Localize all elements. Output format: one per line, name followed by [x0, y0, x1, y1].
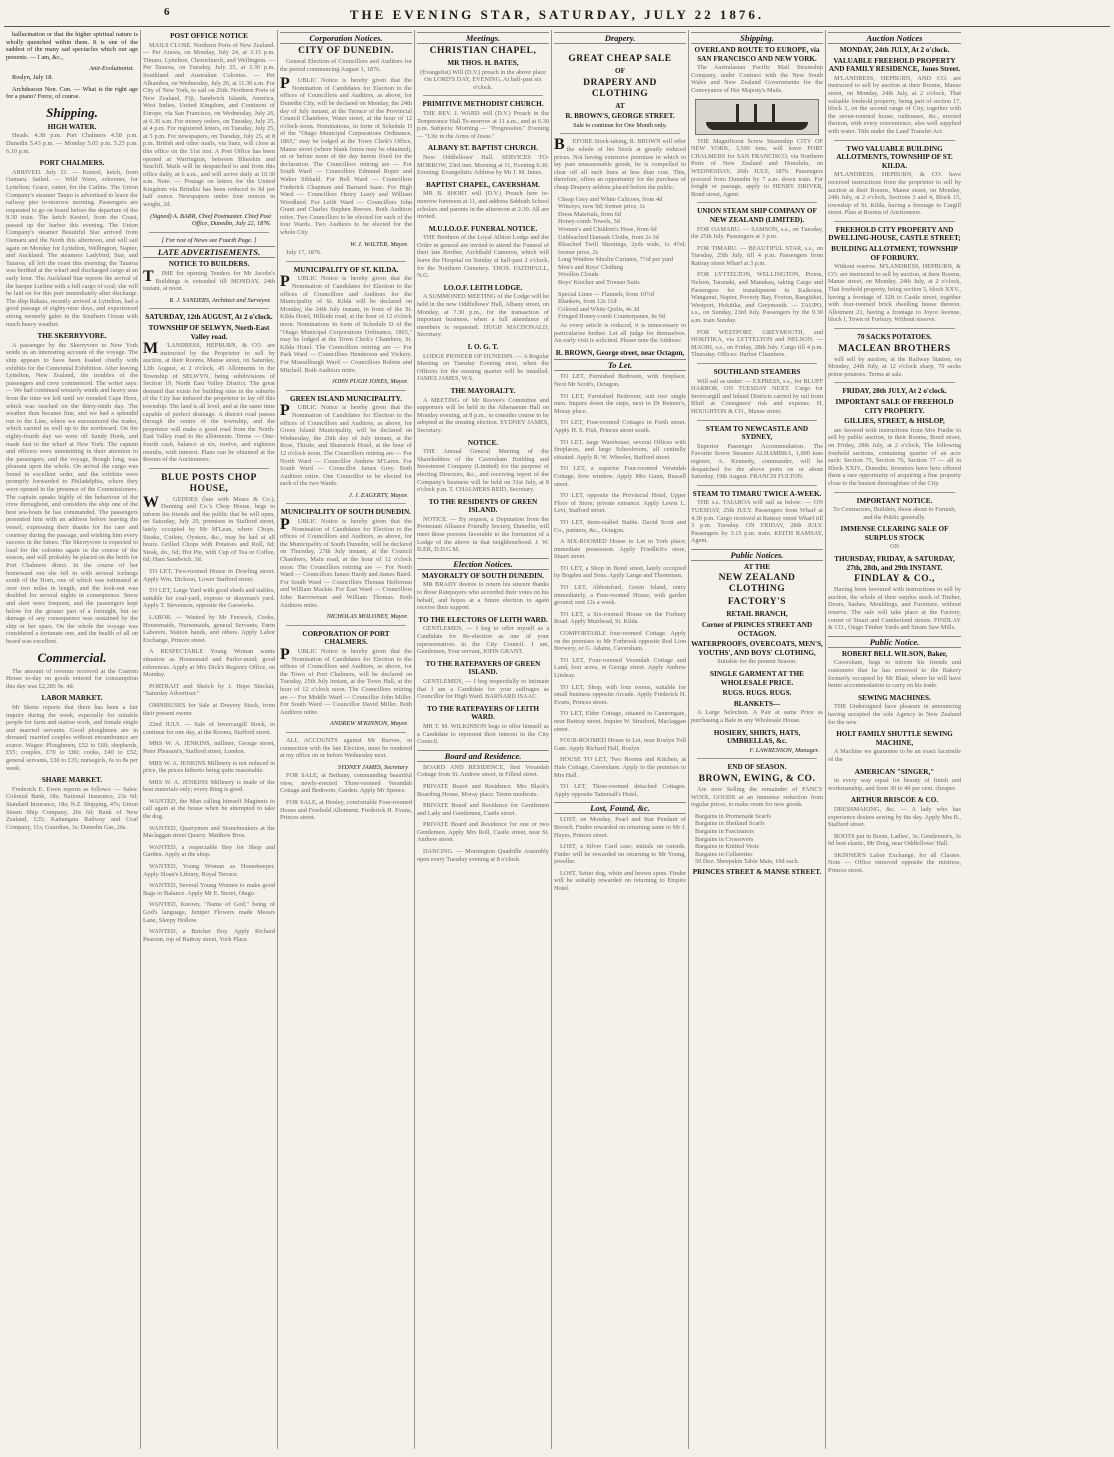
christian-chapel-heading: CHRISTIAN CHAPEL, — [429, 46, 537, 56]
election-header: Election Notices. — [417, 558, 549, 570]
freehold-heading: FREEHOLD CITY PROPERTY AND DWELLING-HOUSE, CASTLE STREET; — [828, 225, 961, 243]
potatoes-heading: 70 SACKS POTATOES. — [857, 333, 932, 341]
green-island-residents-heading: TO THE RESIDENTS OF GREEN ISLAND. — [428, 497, 538, 515]
union-heading: UNION STEAM SHIP COMPANY OF NEW ZEALAND (LIMITED). — [697, 207, 817, 224]
robert-bell-heading: ROBERT BELL WILSON, Baker, — [841, 649, 948, 658]
ratepayers-heading: TO THE RATEPAYERS OF GREEN ISLAND. — [425, 659, 541, 677]
kilda-heading: MUNICIPALITY OF ST. KILDA. — [293, 265, 399, 274]
builders-heading: NOTICE TO BUILDERS. — [168, 260, 250, 269]
port-signature: ANDREW M'KINNON, Mayor. — [330, 720, 408, 728]
overland-heading: OVERLAND ROUTE TO EUROPE, via SAN FRANCISCO AND NEW YORK. — [694, 46, 820, 63]
sale-at: AT — [615, 101, 625, 110]
high-water-heading: HIGH WATER. — [47, 122, 97, 131]
letter-place: Roslyn, July 18. — [12, 73, 53, 81]
south-mayoralty-heading: MAYORALTY OF SOUTH DUNEDIN. — [422, 571, 544, 580]
single-garment-heading: SINGLE GARMENT AT THE WHOLESALE PRICE. — [710, 670, 804, 687]
mayoralty-heading: THE MAYORALTY. — [450, 386, 516, 395]
to-let-header: To Let. — [554, 359, 686, 371]
public-notice-header: Public Notice. — [828, 636, 961, 648]
masthead — [4, 4, 1110, 27]
masthead-title: THE EVENING STAR, SATURDAY, JULY 22 1876. — [349, 7, 765, 22]
note-text: Archdeacon Non. Con. — What is the right age for a piano? Force, of course. — [6, 85, 138, 101]
holt-heading: HOLT FAMILY SHUTTLE SEWING MACHINE, — [836, 730, 953, 747]
kilda-allotments-heading: TWO VALUABLE BUILDING ALLOTMENTS, TOWNSHIP OF ST. KILDA. — [836, 144, 953, 170]
waterproofs-heading: WATERPROOFS, OVERCOATS, MEN'S, YOUTHS', AND BOYS' CLOTHING, — [691, 640, 823, 657]
page-number: 6 — [164, 6, 170, 18]
column-6: Shipping. OVERLAND ROUTE TO EUROPE, via SAN FRANCISCO AND NEW YORK. The Australasian Pacific Mail Steamship Company, under Contract with the New South Wales and New Zealand Governments for the Conveyance of Her Majesty's Mails. THE Magnificent Screw Steamship CITY OF NEW YORK, 3,500 tons, will leave PORT CHALMERS for SAN FRANCISCO, via Northern Ports of New Zealand and Honolulu, on WEDNESDAY, 26th JULY, 1876. Passengers proceed from Dunedin by 7 a.m. down train. For freight or passage, apply to HENRY DRIVER, Bond street, Agent. UNION STEAM SHIP COMPANY OF NEW ZEALAND (LIMITED). FOR OAMARU. — SAMSON, s.s., on Tuesday, the 25th July. Passengers at 3 p.m. FOR TIMARU. — BEAUTIFUL STAR, s.s., on Tuesday, 25th July, till 4 p.m. Passengers from Rattray street Wharf at 3 p.m. FOR LYTTELTON, WELLINGTON, Picton, Nelson, Taranaki, and Manukau, taking Cargo and Passengers for transhipment to Kaikoura, Wanganui, Napier, Poverty Bay, Foxton, Rangitikei, Westport, Hokitika, and Greymouth. — TAUPO, s.s., on Sunday, 23rd July. Passengers by the 9.30 a.m. train Sunday. FOR WESTPORT, GREYMOUTH, and HOKITIKA, via LYTTELTON and NELSON. — MAORI, s.s., on Friday, 28th July. Cargo till 4 p.m. Thursday. Offices: Harbor Chambers. SOUTHLAND STEAMERS Will sail as under: — EXPRESS, s.s., for BLUFF HARBOR, ON TUESDAY NEXT. Cargo for Invercargill and Inland Districts carried by rail from Bluff at Consignees' risk and expense. H. HOUGHTON & CO., Manse street. STEAM TO NEWCASTLE AND SYDNEY, Superior Passenger Accommodation. The Favorite Screw Steamer ALHAMBRA, 1,000 tons register, A. Kennedy, commander, will be despatched for the above ports on or about Saturday, 19th August. FRANCIS FULTON. STEAM TO TIMARU TWICE A-WEEK. THE s.s. TAIAROA will sail as below: — ON TUESDAY, 25th JULY. Passengers from Wharf at 4.30 p.m. Cargo received at Rattray street Wharf till 3 p.m. Tuesday. ON FRIDAY, 28th JULY. Passengers by 3.15 p.m. train. KEITH RAMSAY, Agent. Public Notices. AT THE NEW ZEALAND CLOTHING FACTORY'S RETAIL BRANCH, Corner of PRINCES STREET AND OCTAGON. WATERPROOFS, OVERCOATS, MEN'S, YOUTHS', AND BOYS' CLOTHING, Suitable for the present Season. SINGLE GARMENT AT THE WHOLESALE PRICE. RUGS. RUGS. RUGS. BLANKETS— A Large Selection. A Pair at same Price as purchasing a Bale in any Wholesale House. HOSIERY, SHIRTS, HATS, UMBRELLAS, &c. F. LAWRENSON, Manager. END OF SEASON. BROWN, EWING, & CO. Are now Selling the remainder of FANCY WOOL GOODS at an immense reduction from regular prices, to make room for new goods. Bargains in Promenade Scarfs Bargains in Shetland Scarfs Bargains in Fascinators Bargains in Crossovers Bargains in Knitted Vests Bargains in Collarettes 50 Doz. Sheepskin Table Mats, 10d each. PRINCES STREET & MANSE STREET. — [689, 30, 826, 1449]
auction-header: Auction Notices — [828, 32, 961, 44]
steamship-illustration — [695, 99, 819, 135]
important-sale-heading: IMPORTANT SALE OF FREEHOLD CITY PROPERTY. — [835, 397, 954, 415]
brown-signature: R. BROWN, George street, near Octagon, — [555, 348, 685, 357]
green-island-heading: GREEN ISLAND MUNICIPALITY. — [289, 394, 403, 403]
muiloop-heading: M.U.I.O.O.F. FUNERAL NOTICE. — [428, 224, 538, 233]
column-3: Corporation Notices. CITY OF DUNEDIN. General Election of Councillors and Auditors for the period commencing August 1, 1876. P UBLIC Notice is hereby given that the Nomination of Candidates for Election to the offices of Councillors and Auditors, as above, for Dunedin City, will be declared on Monday, the 24th day of July instant, at the Terrace of the Provincial Council Chambers, Water street, at the hour of 12 o'clock noon. Nominations, in form of Schedule D of the "Otago Municipal Corporations Ordinance, 1865," may be lodged at the Town Clerk's Office, Manse street (where blank forms may be obtained), on or before noon of the day herein fixed for the declaration. The Councillors retiring are — For South Ward — Councillors Edmund Roper and Walter Sibbald. For Bell Ward — Councillors Frederick Chapman and Barnard Isaac. For High Ward — Councillors Henry Leary and William Woodland. For Leith Ward — Councillors John Grant and Charles Stephen Reeves. Both Auditors retire. Two Councillors to be elected for each of the four Wards. Two Auditors to be elected for the whole City. W. J. WALTER, Mayor. July 17, 1876. MUNICIPALITY OF ST. KILDA. P UBLIC Notice is hereby given that the Nomination of Candidates for Election to the offices of Councillors and Auditors for the Municipality of St. Kilda will be declared on Monday, the 24th July instant, in front of the St. Kilda Hotel, Hillside road, at the hour of 12 o'clock noon. Nominations in form of Schedule D of the "Otago Municipal Corporations Ordinance, 1865," may be lodged at the Town Clerk's Chambers, St. Kilda Hotel. The Councillors retiring are — For Park Ward — Councillors Henderson and Vickery. For Musselburgh Ward — Councillors Robins and Mitchell. Both Auditors retire. JOHN PUGH JONES, Mayor. GREEN ISLAND MUNICIPALITY. P UBLIC Notice is hereby given that the Nomination of Candidates for Election to the offices of Councillors and Auditors, as above, for Green Island Municipality, will be declared on Wednesday, the 26th day of July instant, at the Rose, Thistle, and Shamrock Hotel, at the hour of 12 o'clock noon. The Councillors retiring are — For North Ward — Councillor Andrew M'Laren. For South Ward — Councillor James Grey. Both Auditors retire. One Councillor to be elected for each of the two Wards. J. J. EAGERTY, Mayor. MUNICIPALITY OF SOUTH DUNEDIN. P UBLIC Notice is hereby given that the Nomination of Candidates for Election to the offices of Councillors and Auditors, as above, for the Municipality of South Dunedin, will be declared on Thursday, 27th July instant, at the Council Chambers, Main road, at the hour of 12 o'clock noon. The Councillors retiring are — For North Ward — Councillors James Hardy and James Baird. For South Ward — Councillors Thomas Heffernan and William Mackie. For East Ward — Councillors John Barrowman and William Thomas. Both Auditors retire. NICHOLAS MOLONEY, Mayor. CORPORATION OF PORT CHALMERS. P UBLIC Notice is hereby given that the Nomination of Candidates for Election to the offices of Councillors and Auditors, as above, for the Town of Port Chalmers, will be declared on Tuesday, 25th July instant, at the Town Hall, at the hour of 12 o'clock noon. The Councillors retiring are — For Middle Ward — Councillor John Miller. For South Ward — Councillor David Miller. Both Auditors retire. ANDREW M'KINNON, Mayor. ALL ACCOUNTS against Mr Reeves, in connection with the late Election, must be rendered at my office on or before Wednesday next. SYDNEY JAMES, Secretary FOR SALE, at Bethany, commanding beautiful view, newly-erected Three-roomed Verandah Cottage and Bedroom, Garden. Apply Mr Spence. FOR SALE, at Henley, comfortable Four-roomed House and Freehold Allotment. Frederick H. Evans, Princes street. — [278, 30, 415, 1449]
meetings-header: Meetings. — [417, 32, 549, 44]
post-office-heading: POST OFFICE NOTICE — [170, 32, 248, 40]
ratepayers-leith-heading: TO THE RATEPAYERS OF LEITH WARD. — [427, 704, 539, 722]
corner-heading: Corner of PRINCES STREET AND OCTAGON. — [701, 621, 813, 638]
builders-signature: R. J. SANDERS, Architect and Surveyor. — [169, 296, 271, 304]
factorys-heading: FACTORY'S — [727, 597, 787, 608]
findlay-heading: FINDLAY & CO., — [854, 574, 935, 585]
iogt-heading: I. O. G. T. — [467, 343, 499, 351]
sale-or: OF — [615, 67, 625, 75]
shipping-header-2: Shipping. — [691, 32, 823, 44]
corporation-header: Corporation Notices. — [280, 32, 412, 44]
retail-heading: RETAIL BRANCH, — [726, 610, 788, 619]
notice-heading: NOTICE. — [467, 438, 499, 447]
newcastle-heading: STEAM TO NEWCASTLE AND SYDNEY, — [705, 424, 809, 442]
sewing-heading: SEWING MACHINES. — [858, 693, 931, 702]
monday-heading: MONDAY, 24th JULY, At 2 o'clock. — [839, 46, 950, 54]
brown-heading: R. BROWN'S, GEORGE STREET. — [565, 112, 675, 121]
dunedin-signature: W. J. WALTER, Mayor. — [350, 240, 408, 248]
skerryvore-heading: THE SKERRYVORE. — [37, 332, 107, 341]
hosiery-heading: HOSIERY, SHIRTS, HATS, UMBRELLAS, &c. — [713, 728, 801, 746]
column-2: POST OFFICE NOTICE MAILS CLOSE. Northern Ports of New Zealand. — Per Arawa, on Monday, July 24, at 3.15 p.m. Timaru, Lyttelton, Christchurch, and Wellington. — Per Taiaroa, on Tuesday, July 25, at 3.30 p.m. Southland and Australian Colonies. — Per Alhambra, on Wednesday, July 26, at 11.30 a.m. For City of New York, to sail on 26th: Northern Ports of New Zealand, Fiji, Sandwich Islands, America, West Indies, United Kingdom, and Continent of Europe, via San Francisco, on Wednesday, July 26, at 6.30 a.m. For money orders, on Tuesday, July 25, at 4 p.m. For registered letters, on Tuesday, July 25, at 5 p.m. For newspapers, on Tuesday, July 25, at 8 p.m. British and other mails, via Suez, will close at this office on the 31st inst. A Post Office has been opened at Warrington, between Blueskin and Seacliff. Mails will be despatched to and from this office daily, at 6 a.m., and will arrive daily at 10.30 a.m. Note. — Postage on letters for the United Kingdom via Brindisi has been reduced to 9d per half ounce. Newspapers under four ounces in weight, 2d. (Signed) A. BARR, Chief Postmaster. Chief Post Office, Dunedin, July 22, 1876. [ For rest of News see Fourth Page. ] LATE ADVERTISEMENTS. NOTICE TO BUILDERS. T IME for opening Tenders for Mr Jacobs's Buildings is extended till MONDAY, 24th instant, at noon. R. J. SANDERS, Architect and Surveyor. SATURDAY, 12th AUGUST, At 2 o'clock. TOWNSHIP OF SELWYN, North-East Valley road. M 'LANDRESS, HEPBURN, & CO. are instructed by the Proprietor to sell by auction, at their Rooms, Manse street, on Saturday, 12th August, at 2 o'clock, 45 Allotments in the Township of SELWYN, being subdivisions of Section 19, North East Valley District. The great demand that exists for building sites in the suburbs of the City has induced the proprietor to lay off this township. The land is all level, and at the same time capable of perfect drainage. A district road passes through the centre of the township, and the proprietor will make a good road from the North-East Valley road to the allotments. Terms — One-fourth cash, balance at six, twelve, and eighteen months, with interest. Plans can be obtained at the Rooms of the Auctioneers. BLUE POSTS CHOP HOUSE, W . GEDDES (late with Mears & Co.), Dunning and Co.'s Chop House, begs to inform his friends and the public that he will open, on Saturday, July 29, premises in Stafford street, lately occupied by Mr M'Lean, where Chops, Steaks, Cutlets, Oysters, &c., may be had at all hours. Grilled Chops with Potatoes and Roll, 6d; Steak, do., 6d; Hot Pie, with Cup of Tea or Coffee, 6d; Ham Sandwich, 3d. TO LET, Two-roomed House in Dowling street. Apply Wm. Dickson, Lower Stafford street. TO LET, Large Yard with good sheds and stables, suitable for coal-yard, express or drayman's yard. Apply T. Stevenson, opposite the Gasworks. LABOR. — Wanted by Mr Fenwick, Cooks, Housemaids, Nursemaids, general Servants, Farm Laborers, Station hands, and others. Apply Labor Exchange, Princes street. A RESPECTABLE Young Woman wants situation as Housemaid and Parlor-maid; good references. Apply at Mrs Dick's Registry Office, on Monday. PORTRAIT and Sketch by J. Hope Sinclair, "Saturday Advertiser." OMNIBUSES for Sale at Drayery Stock, from their present owner. 22nd JULY. — Sale of Invercargill Stock, to continue for one day, at the Rooms, Stafford street. MRS W. A. JENKINS, milliner, George street, Peter Pleasant's, Stafford street, London. MRS W. A. JENKINS Millinery is not reduced in price, the prices hitherto being quite reasonable. MRS W. A. JENKINS Millinery is made of the best materials only; every thing is good. WANTED, the Man calling himself Maginnis to call again at the house when he attempted to take the dog. WANTED, Quarrymen and Stonebreakers at the Maclaggan street Quarry. Matthew Bros. WANTED, a respectable Boy for Shop and Garden. Apply at the shop. WANTED, Young Woman as Housekeeper. Apply Sloan's Library, Royal Terrace. WANTED, Several Young Women to make good Bags or Balance. Apply Mr E. Street, Otago. WANTED, Known, "Name of God," being of God's language, Juniper Flowers made Messrs Lane, Sleepy Hollow. WANTED, a Butcher Boy. Apply Richard Pearson, top of Rattray street, York Place. — [141, 30, 278, 1449]
column-5: Drapery. GREAT CHEAP SALE OF DRAPERY AND CLOTHING AT R. BROWN'S, GEORGE STREET. Sale to continue for One Month only. B EFORE Stock-taking, R. BROWN will offer the whole of his Stock at greatly reduced prices. Not having extensive premises in which to lay past unseasonable goods, he is compelled to clear off all such lines at less than cost. This, therefore, offers an opportunity for the purchase of cheap Drapery seldom placed before the public. Cheap Grey and White Calicoes, from 4d Winceys, now 9d; former price, 1s Dress Materials, from 6d Honey-comb Towels, 5d Women's and Children's Hose, from 6d Unbleached Damask Cloths, from 2s 3d Bleached Twill Sheetings, 2yds wide, 1s 4½d; former price, 2s Long Window Muslin Curtains, 7½d per yard Men's and Boys' Clothing Woollen Clouds Boys' Knicker and Trouser Suits Special Lines — Flannels, from 10½d Blankets, from 12s 11d Colored and White Quilts, 4s 3d Fringed Honey-comb Counterpanes, 8s 9d As every article is reduced, it is unnecessary to particularise further. Let all judge for themselves. An early visit is solicited. Please note the Address: R. BROWN, George street, near Octagon, To Let. TO LET, Furnished Bedroom, with fireplace. Next Mr Scott's, Octagon. TO LET, Furnished Bedroom; suit two single men. Inquire down the steps, next to Dr Reimer's, Moray place. TO LET, Four-roomed Cottages in Forth street. Apply H. S. Fish, Princes street south. TO LET, large Warehouse, several Offices with fireplaces, and large Schoolroom, all centrally situated. Apply R. W. Wheeler, Stafford street. TO LET, a superior Four-roomed Verandah Cottage, bow window. Apply Mrs Gunn, Russell street. TO LET, opposite the Provincial Hotel, Upper Floor of Store; private entrance. Apply Lewis L. Levi, Stafford street. TO LET, three-stalled Stable. David Scott and Co., painters, &c., Octagon. A SIX-ROOMED House to Let in York place; immediate possession. Apply Friedlich's store, Stuart street. TO LET, a Shop in Bond street, lately occupied by Bogden and Sons. Apply Lange and Thoneman. TO LET, Abbotsford, Green Island, entry immediately, a Four-roomed House, with garden ground; rent 12s a week. TO LET, a Six-roomed House on the Forbury Road. Apply Muirhead, St. Kilda. COMFORTABLE four-roomed Cottage. Apply on the premises to Mr Forbrook opposite Red Lion Brewery, or G. Adams, Caversham. TO LET, Four-roomed Verandah Cottage and Land, four acres, in George street. Apply Andrew Lindsay. TO LET, Shop, with four rooms, suitable for small business opposite Arcade. Apply Frederick H. Evans, Princes street. TO LET, Elder Cottage, situated in Cannongate, near Rattray street. Inquire W. Stratford, Maclaggan street. FOUR-ROOMED House to Let, near Roslyn Toll Gate. Apply Richard Hall, Roslyn. HOUSE TO LET, Two Rooms and Kitchen, at Hale Cottage, Caversham. Apply to the premises to Mrs Hall. TO LET, Three-roomed detached Cottages. Apply opposite Tattersall's Hotel. Lost, Found, &c. LOST, on Monday, Pearl and Star Pendant of Brooch. Finder rewarded on returning same to Mr J. Hayes, Princes street. LOST, a Silver Card case; initials on outside. Finder will be rewarded on returning to Mr Young, jeweller. LOST, Setter dog, white and brown spots. Finder will be suitably rewarded on returning to Empire Hotel. — [552, 30, 689, 1449]
gillies-heading: GILLIES, STREET, & HISLOP, — [844, 417, 945, 426]
end-season-heading: END OF SEASON. — [727, 763, 787, 772]
port-chalmers-corp-heading: CORPORATION OF PORT CHALMERS. — [302, 629, 390, 647]
selwyn-heading: TOWNSHIP OF SELWYN, North-East Valley road. — [148, 324, 270, 341]
letter-text: hallucination or that the higher spiritual nature is wholly quenched within them. It is one of the saddest of the many sad spectacles which our age presents. — I am, &c., — [6, 31, 138, 61]
leith-lodge-heading: I.O.O.F. LEITH LODGE. — [443, 283, 523, 292]
blue-posts-heading: BLUE POSTS CHOP HOUSE, — [161, 472, 257, 494]
dunedin-heading: CITY OF DUNEDIN. — [298, 46, 394, 56]
singer-heading: AMERICAN "SINGER," — [854, 767, 935, 776]
princes-heading: PRINCES STREET & MANSE STREET. — [692, 867, 822, 876]
important-notice-heading: IMPORTANT NOTICE. — [856, 496, 933, 505]
kilda-signature: JOHN PUGH JONES, Mayor. — [331, 378, 408, 386]
southland-heading: SOUTHLAND STEAMERS — [713, 368, 801, 376]
drapery-heading: DRAPERY AND CLOTHING — [583, 77, 657, 99]
brown-ewing-heading: BROWN, EWING, & CO. — [698, 773, 816, 784]
valuable-heading: VALUABLE FREEHOLD PROPERTY AND FAMILY RESIDENCE, Jones Street. — [828, 56, 961, 74]
shipping-header: Shipping. — [46, 104, 98, 120]
drapery-header: Drapery. — [554, 32, 686, 44]
briscoe-heading: ARTHUR BRISCOE & CO. — [850, 796, 939, 805]
maclean-heading: MACLEAN BROTHERS — [838, 343, 951, 354]
board-header: Board and Residence. — [417, 750, 549, 762]
south-dunedin-heading: MUNICIPALITY OF SOUTH DUNEDIN. — [281, 508, 411, 517]
commercial-header: Commercial. — [37, 649, 107, 665]
green-signature: J. J. EAGERTY, Mayor. — [348, 491, 408, 499]
nz-clothing-heading: NEW ZEALAND CLOTHING — [718, 573, 796, 595]
blankets-heading: BLANKETS— — [733, 699, 781, 708]
timaru-heading: STEAM TO TIMARU TWICE A-WEEK. — [692, 489, 822, 498]
share-market-heading: SHARE MARKET. — [41, 776, 103, 785]
immense-heading: IMMENSE CLEARING SALE OF SURPLUS STOCK — [840, 525, 949, 542]
late-ads-header: LATE ADVERTISEMENTS. — [143, 246, 275, 258]
column-1: hallucination or that the higher spiritual nature is wholly quenched within them. It is one of the saddest of the many sad spectacles which our age presents. — I am, &c., Anti-Evolutionist. Roslyn, July 18. Archdeacon Non. Con. — What is the right age for a piano? Force, of course. Shipping. HIGH WATER. Heads. 4.38 p.m. Port Chalmers 4.58 p.m. Dunedin 5.43 p.m. — Monday 5.05 p.m. 5.25 p.m. 6.10 p.m. PORT CHALMERS. ARRIVED. July 21. — Kestrel, ketch, from Oamaru. Sailed. — Wild Wave, schooner, for Lyttelton; Grace, cutter, for the Catlins. The Union Company's steamer Taupo is advertised to leave the railway pier to-morrow morning. Passengers are requested to go on board before the departure of the 8.30 train. The ketch Kestrel, from the Coast, passed up the harbor this evening. The Union Company's steamer Beautiful Star arrived from Oamaru and the North this afternoon, and will sail again on Monday for Lyttelton, Wellington, Napier, and Auckland. The steamers Ladybird, Star, and Taiaroa, all left the coast this morning; the Taiaroa was berthed at the wharf and discharged cargo at an early hour. The Auckland Star reports the arrival of the barque Lurline with a full cargo of coal; she will be laid on for this port immediately after discharge. The ship Rakaia, recently arrived at Lyttelton, had a good passage of eighty-nine days, and experienced strong westerly gales in the Southern Ocean with much heavy weather. THE SKERRYVORE. A passenger by the Skerryvore to New York sends us an interesting account of the voyage. The ship appears to have been loaded chiefly with exhibits for the Centennial Exhibition. After leaving Lyttelton, New Zealand, the troubles of the passengers and crew commenced. The writer says: — We had continued westerly winds and heavy seas from the time we left until we rounded Cape Horn, which was reached on the thirty-ninth day. The weather then became fine, and we had a splendid run to the Line, where we encountered the trades, which carried us well up to the northward. On the eighty-fourth day we were off Sandy Hook, and made fast to the wharf at New York. The captain and officers were unremitting in their attention to the passengers, and the voyage, though long, was pleasant upon the whole. On arrival the cargo was found in excellent order, and the exhibits were promptly forwarded to Philadelphia, where they were opened in the presence of the Commissioners. The captain speaks highly of the behaviour of the crew throughout, and considers the ship one of the best sea-boats he has commanded. The passengers presented him with an address before leaving the vessel, expressing their thanks for his care and courtesy during the passage, and wishing him every success in the future. The Skerryvore is expected to load for the colonies again in the course of the season, and will probably be placed on the berth for Port Chalmers direct. In the course of her homeward run she fell in with several icebergs south of the Horn, one of which was estimated at over two miles in length, and the look-out was doubled for several nights in consequence. Snow and sleet were frequent, and the passengers kept below for the greater part of a fortnight, but no damage of any consequence was sustained by the ship or her spars. On the whole the voyage was considered a fortunate one, and the health of all on board was excellent. Commercial. The amount of revenue received at the Custom House to-day on goods entered for consumption this day was £2,285 9s. 4d. LABOR MARKET. Mr Skene reports that there has been a fair inquiry during the week, especially for suitable people for farm and station work, and female single and married servants. Good ploughmen are in demand; married couples without encumbrance are scarce. Wages: Ploughmen, £52 to £60; shepherds, £55; couples, £70 to £80; cooks, £40 to £52; general servants, £30 to £35; nursegirls, 6s to 8s per week. SHARE MARKET. Frederick E. Ewen reports as follows: — Sales: Colonial Bank, 18s; National Insurance, 23s 6d; Standard Insurance, 18s; N.Z. Shipping, 47s; Union Steam Ship Company, 26s 6d; Bank of New Zealand, £25; Kaitangata Railway and Coal Company, 11s; Guardian, 3s; Dunedin Gas, 26s. — [4, 30, 141, 1449]
newspaper-page — [4, 4, 1110, 1449]
friday-heading: FRIDAY, 28th JULY, At 2 o'clock. — [842, 387, 947, 396]
thursday-heading: THURSDAY, FRIDAY, & SATURDAY, 27th, 28th, and 29th INSTANT. — [834, 555, 955, 572]
primitive-heading: PRIMITIVE METHODIST CHURCH. — [422, 100, 544, 109]
lawrenson-signature: F. LAWRENSON, Manager. — [749, 746, 819, 754]
port-chalmers-heading: PORT CHALMERS. — [39, 159, 105, 168]
sale-date-heading: SATURDAY, 12th AUGUST, At 2 o'clock. — [145, 313, 273, 322]
baptist-heading: BAPTIST CHAPEL, CAVERSHAM. — [426, 180, 540, 189]
columns — [4, 30, 1110, 1449]
lost-header: Lost, Found, &c. — [554, 802, 686, 814]
one-month-text: Sale to continue for One Month only. — [573, 121, 667, 129]
bates-heading: MR THOS. H. BATES, — [447, 59, 519, 67]
building-allotment-heading: BUILDING ALLOTMENT, TOWNSHIP OF FORBURY. — [831, 245, 958, 262]
letter-signature: Anti-Evolutionist. — [89, 65, 134, 73]
labor-market-heading: LABOR MARKET. — [41, 694, 103, 703]
leith-ward-heading: TO THE ELECTORS OF LEITH WARD. — [418, 615, 548, 624]
albany-heading: ALBANY ST. BAPTIST CHURCH. — [428, 144, 538, 153]
sydney-signature: SYDNEY JAMES, Secretary — [337, 763, 408, 771]
great-sale-heading: GREAT CHEAP SALE — [568, 54, 672, 64]
public-notices-header: Public Notices. — [691, 549, 823, 561]
column-7: Auction Notices MONDAY, 24th JULY, At 2 o'clock. VALUABLE FREEHOLD PROPERTY AND FAMILY RESIDENCE, Jones Street. M'LANDRESS, HEPBURN, AND CO. are instructed to sell by auction at their Rooms, Manse street, on Monday, 24th July, at 2 o'clock, That valuable freehold property, being part of section 17, block 3, on the second range of City, together with the seven-roomed house, outhouses, &c., erected thereon, with every convenience, also well supplied with water. Title under the Land Transfer Act. TWO VALUABLE BUILDING ALLOTMENTS, TOWNSHIP OF ST. KILDA. M'LANDRESS, HEPBURN, & CO. have received instructions from the proprietor to sell by auction at their Rooms, Manse street, on Monday, 24th July, at 2 o'clock, Sections 3 and 4, Block 15, township of St. Kilda, having a frontage to Cargill street. Plan at Rooms of Auctioneers. FREEHOLD CITY PROPERTY AND DWELLING-HOUSE, CASTLE STREET; BUILDING ALLOTMENT, TOWNSHIP OF FORBURY. Without reserve. M'LANDRESS, HEPBURN, & CO. are instructed to sell by auction, at their Rooms, Manse street, on Monday, 24th July, at 2 o'clock, That freehold property, being section 5, block XXV., having a frontage of 32ft to Castle street, together with four-roomed brick dwelling house thereon. Allotment 21, having a frontage to Joyce Avenue, block I, Town of Forbury. Without reserve. 70 SACKS POTATOES. MACLEAN BROTHERS will sell by auction, at the Railway Station, on Monday, 24th July, at 12 o'clock sharp, 70 sacks prime potatoes. Terms at sale. FRIDAY, 28th JULY, At 2 o'clock. IMPORTANT SALE OF FREEHOLD CITY PROPERTY. GILLIES, STREET, & HISLOP, are favored with instructions from Mrs Purdie to sell by public auction, in their Rooms, Bond street, on Friday, 28th July, at 2 o'clock, The following freehold sections, containing quarter of an acre each: Section 75, Section 76, Section 77 — all in Block XXIV., Dunedin. Investors have here offered them a rare opportunity of acquiring a fine property close to the busiest thoroughfare of the City. IMPORTANT NOTICE. To Contractors, Builders, those about to Furnish, and the Public generally. IMMENSE CLEARING SALE OF SURPLUS STOCK ON THURSDAY, FRIDAY, & SATURDAY, 27th, 28th, and 29th INSTANT. FINDLAY & CO., Having been favoured with instructions to sell by auction, the whole of their surplus stock of Timber, Doors, Sashes, Mouldings, and Furniture, without reserve. The sale will take place at the Factory, corner of Stuart and Cumberland streets. FINDLAY & CO., Otago Timber Yards and Steam Saw Mills. Public Notice. ROBERT BELL WILSON, Baker, Caversham, begs to inform his friends and customers that he has removed to the Bakery formerly occupied by Mr Blair, where he will have better accommodation to carry on his trade. SEWING MACHINES. THE Undersigned have pleasure in announcing having accepted the sole Agency in New Zealand for the new HOLT FAMILY SHUTTLE SEWING MACHINE, A Machine we guarantee to be an exact facsimile of the AMERICAN "SINGER," in every way equal for beauty of finish and workmanship, and from 30 to 40 per cent. cheaper. ARTHUR BRISCOE & CO. DRESSMAKING, &c. — A lady who has experience desires sewing by the day. Apply Mrs B., Stafford street. BOOTS put in Boots, Ladies', 3s; Gentlemen's, 3s 6d best elastic, Mr Doig, near Oddfellows' Hall. SKINNER'S Labor Exchange, for all Classes. Note — Office removed opposite the mistress, Princes street. — [828, 33, 961, 875]
south-signature: NICHOLAS MOLONEY, Mayor. — [326, 613, 408, 621]
column-4: Meetings. CHRISTIAN CHAPEL, MR THOS. H. BATES, (Evangelist) Will (D.V.) preach in the above place On LORD'S DAY, EVENING, At half-past six o'clock. PRIMITIVE METHODIST CHURCH. THE REV. J. WARD will (D.V.) Preach in the Temperance Hall To-morrow at 11 a.m., and at 6.30 p.m. Subjects: Morning — "Progression." Evening — "Life in the Arms of Jesus." ALBANY ST. BAPTIST CHURCH. New Oddfellows' Hall. SERVICES TO-MORROW, 23rd inst. Morning at 11, Evening 6.30. Evening: Evangelistic Address by Mr J. M. Innes. BAPTIST CHAPEL, CAVERSHAM. MR B. SHORT will (D.V.) Preach here to-morrow forenoon at 11, and address Sabbath School scholars and parents in the afternoon at 2.30. All are invited. M.U.I.O.O.F. FUNERAL NOTICE. THE Brethren of the Loyal Albion Lodge and the Order in general are invited to attend the Funeral of their late Brother, Archibald Cameron, which will leave the Hospital on Sunday at half-past 2 o'clock, for the Northern Cemetery. THOS. FAITHFULL, N.G. I.O.O.F. LEITH LODGE. A SUMMONED MEETING of the Lodge will be held in the new Oddfellows' Hall, Albany street, on Monday, at 7.30 p.m., for the transaction of important business, when a full attendance of members is requested. HUGH MACDONALD, Secretary. I. O. G. T. LODGE PIONEER OF DUNEDIN. — A Regular Meeting on Tuesday Evening next, when the Officers for the ensuing quarter will be installed. JAMES JAMES, W.S. THE MAYORALTY. A MEETING of Mr Reeves's Committee and supporters will be held in the Athenaeum Hall on Monday evening, at 8 p.m., to consider course to be adopted at the ensuing election. SYDNEY JAMES, Secretary. NOTICE. THE Annual General Meeting of the Shareholders of the Caversham Building and Investment Company (Limited) for the purpose of electing Directors, &c., and receiving report of the Company's business will be held on 31st July, at 8 o'clock p.m. T. CHALMERS REID, Secretary. TO THE RESIDENTS OF GREEN ISLAND. NOTICE. — By request, a Deputation from the Protestant Alliance Friendly Society, Dunedin, will meet those persons favorable to the formation of a Lodge of the above in that neighbourhood. J. W. ILER, D.D.G.M. Election Notices. MAYORALTY OF SOUTH DUNEDIN. MR BRADY desires to return his sincere thanks to those Ratepayers who accorded their votes on his behalf, and hopes at a future election to again receive their support. TO THE ELECTORS OF LEITH WARD. GENTLEMEN, — I beg to offer myself as a Candidate for Re-election as one of your representatives in the City Council. I am, Gentlemen, Your servant, JOHN GRANT. TO THE RATEPAYERS OF GREEN ISLAND. GENTLEMEN, — I beg respectfully to intimate that I am a Candidate for your suffrages as Councillor for High Ward. BARNARD ISAAC. TO THE RATEPAYERS OF LEITH WARD. MR T. M. WILKINSON begs to offer himself as a Candidate to represent their interest in the City Council. Board and Residence. BOARD AND RESIDENCE, first Verandah Cottage from St. Andrew street, in Filleul street. PRIVATE Board and Residence. Mrs Black's Boarding House, Moray place. Terms moderate. PRIVATE Board and Residence for Gentlemen and Lady and Gentlemen, Castle street. PRIVATE Board and Residence for one or two Gentlemen. Apply Mrs Roll, Castle street, near St. Andrew street. DANCING. — Mornington Quadrille Assembly open every Tuesday evening at 8 o'clock. — [415, 30, 552, 1449]
rugs-heading: RUGS. RUGS. RUGS. — [722, 689, 792, 698]
